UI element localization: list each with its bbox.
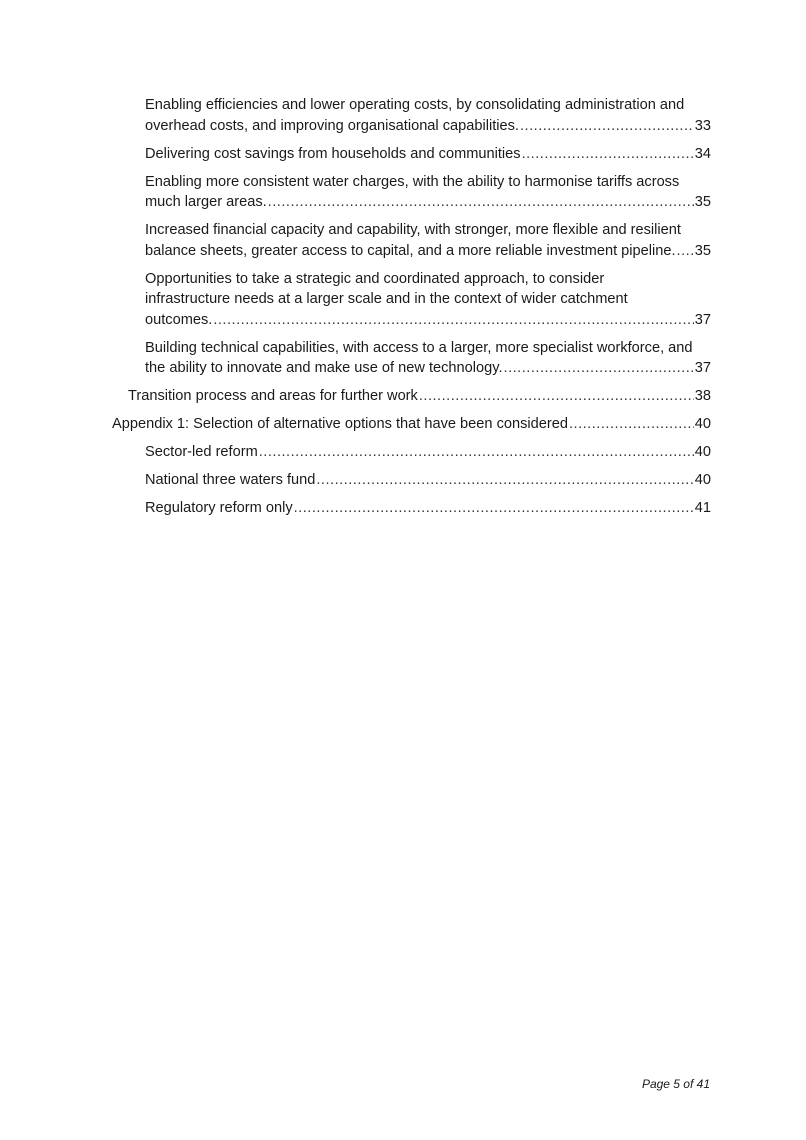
dot-leader: [504, 358, 694, 379]
toc-entry-appendix-1[interactable]: [0, 414, 711, 435]
dot-leader: [569, 414, 694, 435]
toc-entry-text: Opportunities to take a strategic and coordinated approach, to consider: [145, 270, 605, 287]
toc-page-number: 33: [694, 117, 711, 134]
toc-entry-text: Building technical capabilities, with access to a larger, more specialist workforce, and: [145, 339, 693, 356]
toc-entry-text: Appendix 1: Selection of alternative options that have been considered: [112, 416, 568, 432]
toc-entry-regulatory-reform[interactable]: [0, 498, 711, 519]
toc-entry-national-fund[interactable]: [0, 470, 711, 491]
toc-entry-text: Increased financial capacity and capability, with stronger, more flexible and resilient: [145, 222, 681, 238]
toc-page-number: 34: [694, 145, 711, 162]
dot-leader: [294, 498, 694, 519]
toc-entry-text: National three waters fund: [145, 472, 316, 488]
toc-entry-text: Delivering cost savings from households and communities: [145, 145, 521, 162]
dot-leader: [268, 192, 694, 213]
toc-entry-text: Enabling more consistent water charges, with the ability to harmonise tariffs across: [145, 173, 680, 190]
toc-page-number: 37: [694, 360, 711, 376]
toc-entry-text: infrastructure needs at a larger scale and in the context of wider catchment: [145, 291, 628, 307]
page-footer: Page 5 of 41: [641, 1077, 710, 1091]
dot-leader: [419, 386, 694, 407]
toc-page-number: 40: [694, 444, 711, 460]
toc-page-number: 40: [694, 472, 711, 488]
toc-entry-text: outcomes.: [145, 311, 213, 328]
toc-entry-text: Regulatory reform only: [145, 500, 293, 516]
toc-page-number: 40: [694, 416, 711, 432]
toc-entry-text: the ability to innovate and make use of new technology.: [145, 360, 503, 376]
dot-leader: [213, 310, 693, 331]
dot-leader: [522, 144, 694, 165]
table-of-contents: [0, 95, 806, 526]
toc-entry-cost-savings[interactable]: [0, 144, 711, 165]
toc-entry-text: balance sheets, greater access to capital, and a more reliable investment pipeline.: [145, 242, 676, 259]
toc-page-number: 35: [694, 194, 711, 210]
toc-entry-text: much larger areas.: [145, 194, 267, 210]
dot-leader: [259, 442, 694, 463]
toc-page-number: 38: [694, 388, 711, 404]
dot-leader: [677, 241, 694, 262]
toc-page-number: 35: [694, 242, 711, 259]
toc-entry-financial-capacity[interactable]: [0, 220, 711, 261]
dot-leader: [316, 470, 693, 491]
toc-entry-water-charges[interactable]: [0, 172, 711, 213]
toc-page-number: 37: [694, 311, 711, 328]
toc-entry-technical-capabilities[interactable]: [0, 338, 711, 379]
toc-entry-strategic-approach[interactable]: [0, 269, 711, 331]
dot-leader: [520, 116, 694, 137]
toc-entry-text: Sector-led reform: [145, 444, 258, 460]
toc-entry-sector-led-reform[interactable]: [0, 442, 711, 463]
toc-entry-text: Enabling efficiencies and lower operating costs, by consolidating administration and: [145, 97, 685, 113]
toc-page-number: 41: [694, 500, 711, 516]
toc-entry-efficiencies[interactable]: [0, 95, 711, 136]
toc-entry-text: overhead costs, and improving organisational capabilities.: [145, 117, 519, 134]
toc-entry-text: Transition process and areas for further work: [128, 388, 418, 404]
toc-entry-transition-process[interactable]: [0, 386, 711, 407]
